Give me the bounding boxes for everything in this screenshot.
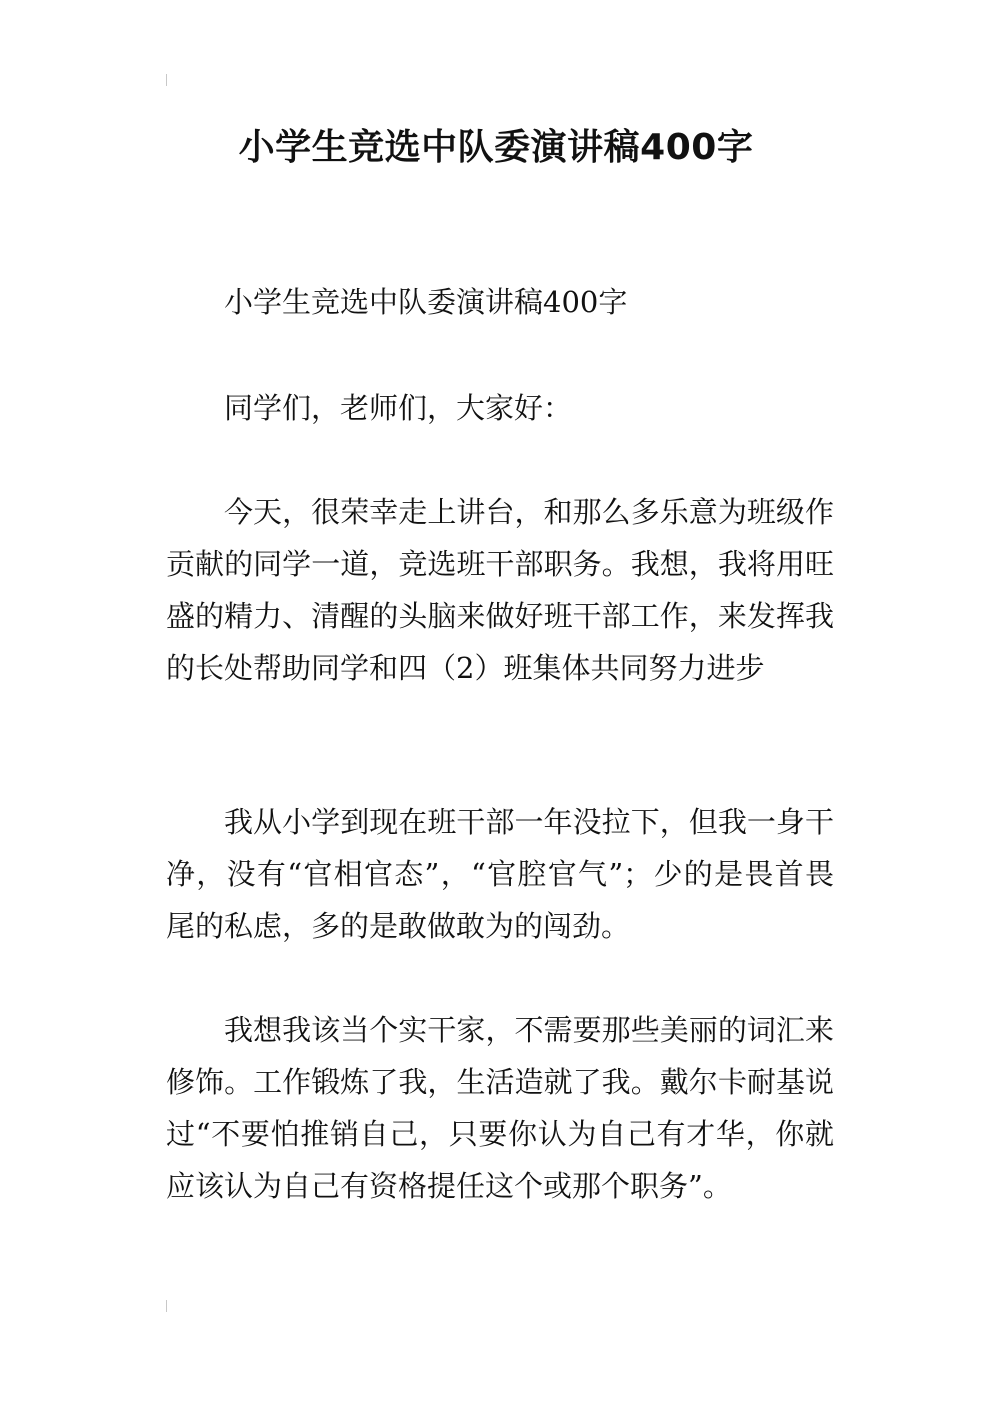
page-corner-mark: [166, 74, 167, 86]
quote-paragraph: 我想我该当个实干家，不需要那些美丽的词汇来修饰。工作锻炼了我，生活造就了我。戴尔卡耐基说过“不要怕推销自己，只要你认为自己有才华，你就应该认为自己有资格提任这个或那个职务”。: [166, 1013, 834, 1203]
subtitle-paragraph: 小学生竞选中队委演讲稿400字: [224, 285, 628, 319]
experience-paragraph: 我从小学到现在班干部一年没拉下，但我一身干净，没有“官相官态”，“官腔官气”；少的是畏首畏尾的私虑，多的是敢做敢为的闯劲。: [166, 805, 834, 943]
greeting-paragraph: 同学们，老师们，大家好：: [224, 391, 573, 425]
page-corner-mark: [166, 1300, 167, 1312]
document-title: 小学生竞选中队委演讲稿400字: [238, 127, 754, 168]
intro-paragraph: 今天，很荣幸走上讲台，和那么多乐意为班级作贡献的同学一道，竞选班干部职务。我想，我将用旺盛的精力、清醒的头脑来做好班干部工作，来发挥我的长处帮助同学和四（2）班集体共同努力进步: [166, 495, 834, 685]
